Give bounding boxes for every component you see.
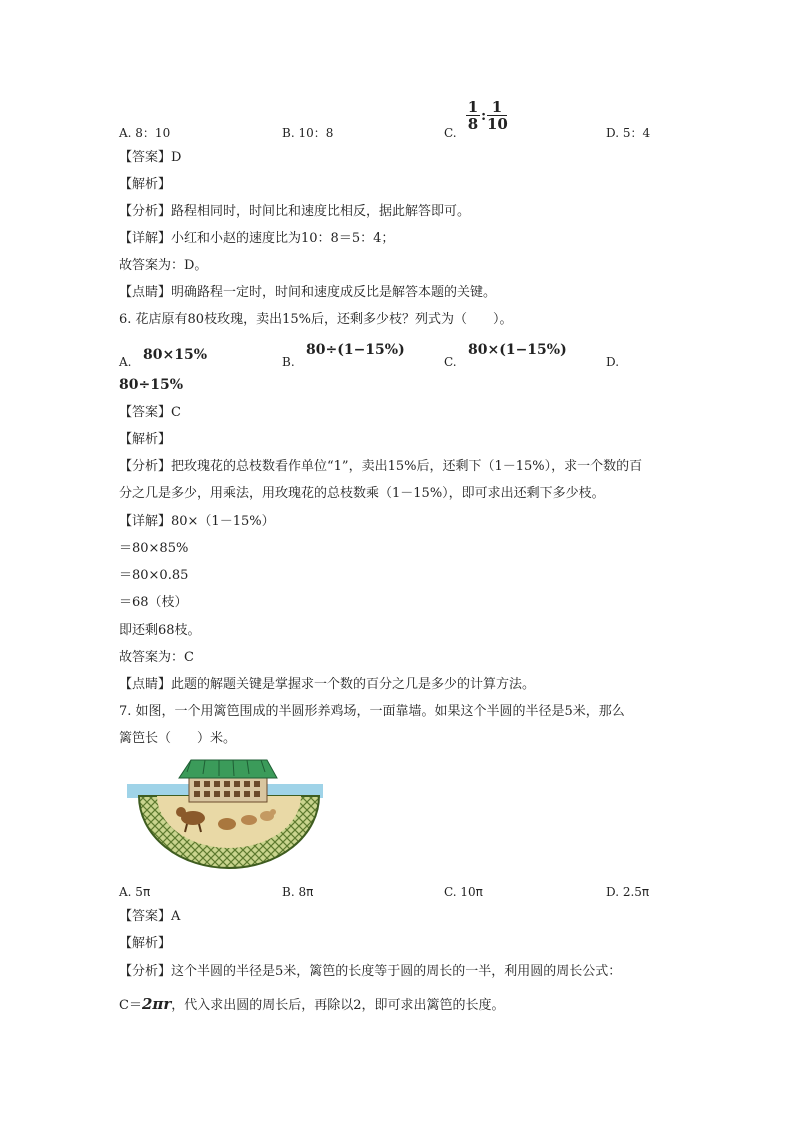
q6-option-a-label: A. bbox=[119, 355, 132, 369]
q6-option-d-label: D. bbox=[606, 355, 620, 369]
pi-symbol: π bbox=[142, 885, 151, 899]
q7-fenxi: 【分析】这个半圆的半径是5米，篱笆的长度等于圆的周长的一半，利用圆的周长公式： bbox=[119, 964, 622, 979]
q6-option-c-label: C. bbox=[444, 355, 457, 369]
q6-step-2: ＝80×0.85 bbox=[119, 568, 189, 583]
formula-prefix: C＝ bbox=[119, 998, 142, 1013]
q6-xiangjie: 【详解】80×（1－15%） bbox=[119, 514, 275, 529]
q5-analysis-heading: 【解析】 bbox=[119, 177, 172, 192]
pi-symbol: π bbox=[641, 885, 650, 899]
fraction-numerator: 1 bbox=[467, 98, 479, 116]
q7-option-a-text: A. 5 bbox=[119, 885, 143, 899]
q6-option-b-formula: 80÷(1−15%) bbox=[306, 342, 405, 358]
q7-option-b bbox=[282, 885, 313, 899]
q5-conclusion: 故答案为：D。 bbox=[119, 258, 208, 273]
q5-option-a: A. 8：10 bbox=[119, 126, 171, 140]
q6-remain: 即还剩68枝。 bbox=[119, 623, 201, 638]
q5-dianjing: 【点睛】明确路程一定时，时间和速度成反比是解答本题的关键。 bbox=[119, 285, 497, 300]
q5-option-c-fraction-1 bbox=[466, 99, 480, 132]
semicircle-farm-illustration bbox=[127, 758, 335, 870]
circumference-formula: 2πr bbox=[141, 995, 172, 1013]
q6-step-3: ＝68（枝） bbox=[119, 595, 188, 610]
formula-suffix: ，代入求出圆的周长后，再除以2，即可求出篱笆的长度。 bbox=[171, 998, 505, 1013]
q7-stem-line-2: 篱笆长（ ）米。 bbox=[119, 731, 237, 746]
q7-option-d-text: D. 2.5 bbox=[606, 885, 642, 899]
q6-option-b-label: B. bbox=[282, 355, 295, 369]
q7-stem-line-1: 7. 如图，一个用篱笆围成的半圆形养鸡场，一面靠墙。如果这个半圆的半径是5米，那么 bbox=[119, 704, 625, 719]
q7-option-b-text: B. 8 bbox=[282, 885, 307, 899]
fraction-numerator: 1 bbox=[491, 98, 503, 116]
q6-answer: 【答案】C bbox=[119, 405, 181, 420]
q6-fenxi-line-2: 分之几是多少，用乘法，用玫瑰花的总枝数乘（1－15%），即可求出还剩下多少枝。 bbox=[119, 486, 605, 501]
q5-option-c-fraction-2 bbox=[487, 99, 507, 132]
q7-analysis-heading: 【解析】 bbox=[119, 936, 172, 951]
q5-ratio-colon: : bbox=[481, 108, 487, 124]
q7-option-c bbox=[444, 885, 483, 899]
pi-symbol: π bbox=[306, 885, 314, 899]
q7-formula-line bbox=[119, 996, 505, 1014]
q5-answer: 【答案】D bbox=[119, 150, 182, 165]
q7-option-a bbox=[119, 885, 150, 899]
q6-conclusion: 故答案为：C bbox=[119, 650, 194, 665]
q6-fenxi-line-1: 【分析】把玫瑰花的总枝数看作单位“1”，卖出15%后，还剩下（1－15%），求一个数的百 bbox=[119, 459, 643, 474]
q6-option-a-formula: 80×15% bbox=[143, 347, 207, 363]
q5-option-b: B. 10：8 bbox=[282, 126, 334, 140]
q6-dianjing: 【点睛】此题的解题关键是掌握求一个数的百分之几是多少的计算方法。 bbox=[119, 677, 536, 692]
q6-option-c-formula: 80×(1−15%) bbox=[468, 342, 567, 358]
q5-xiangjie: 【详解】小红和小赵的速度比为10：8＝5：4； bbox=[119, 231, 395, 246]
fraction-denominator: 10 bbox=[487, 115, 508, 133]
q7-option-d bbox=[606, 885, 649, 899]
pi-symbol: π bbox=[475, 885, 483, 899]
fraction-denominator: 8 bbox=[467, 115, 479, 133]
q5-option-c-label: C. bbox=[444, 126, 457, 140]
q6-stem: 6. 花店原有80枝玫瑰，卖出15%后，还剩多少枝？列式为（ ）。 bbox=[119, 312, 513, 327]
q5-option-d: D. 5：4 bbox=[606, 126, 651, 140]
q7-option-c-text: C. 10 bbox=[444, 885, 476, 899]
q6-analysis-heading: 【解析】 bbox=[119, 432, 172, 447]
q7-answer: 【答案】A bbox=[119, 909, 181, 924]
q5-fenxi: 【分析】路程相同时，时间比和速度比相反，据此解答即可。 bbox=[119, 204, 471, 219]
q6-option-d-formula: 80÷15% bbox=[119, 377, 183, 393]
q6-step-1: ＝80×85% bbox=[119, 541, 189, 556]
